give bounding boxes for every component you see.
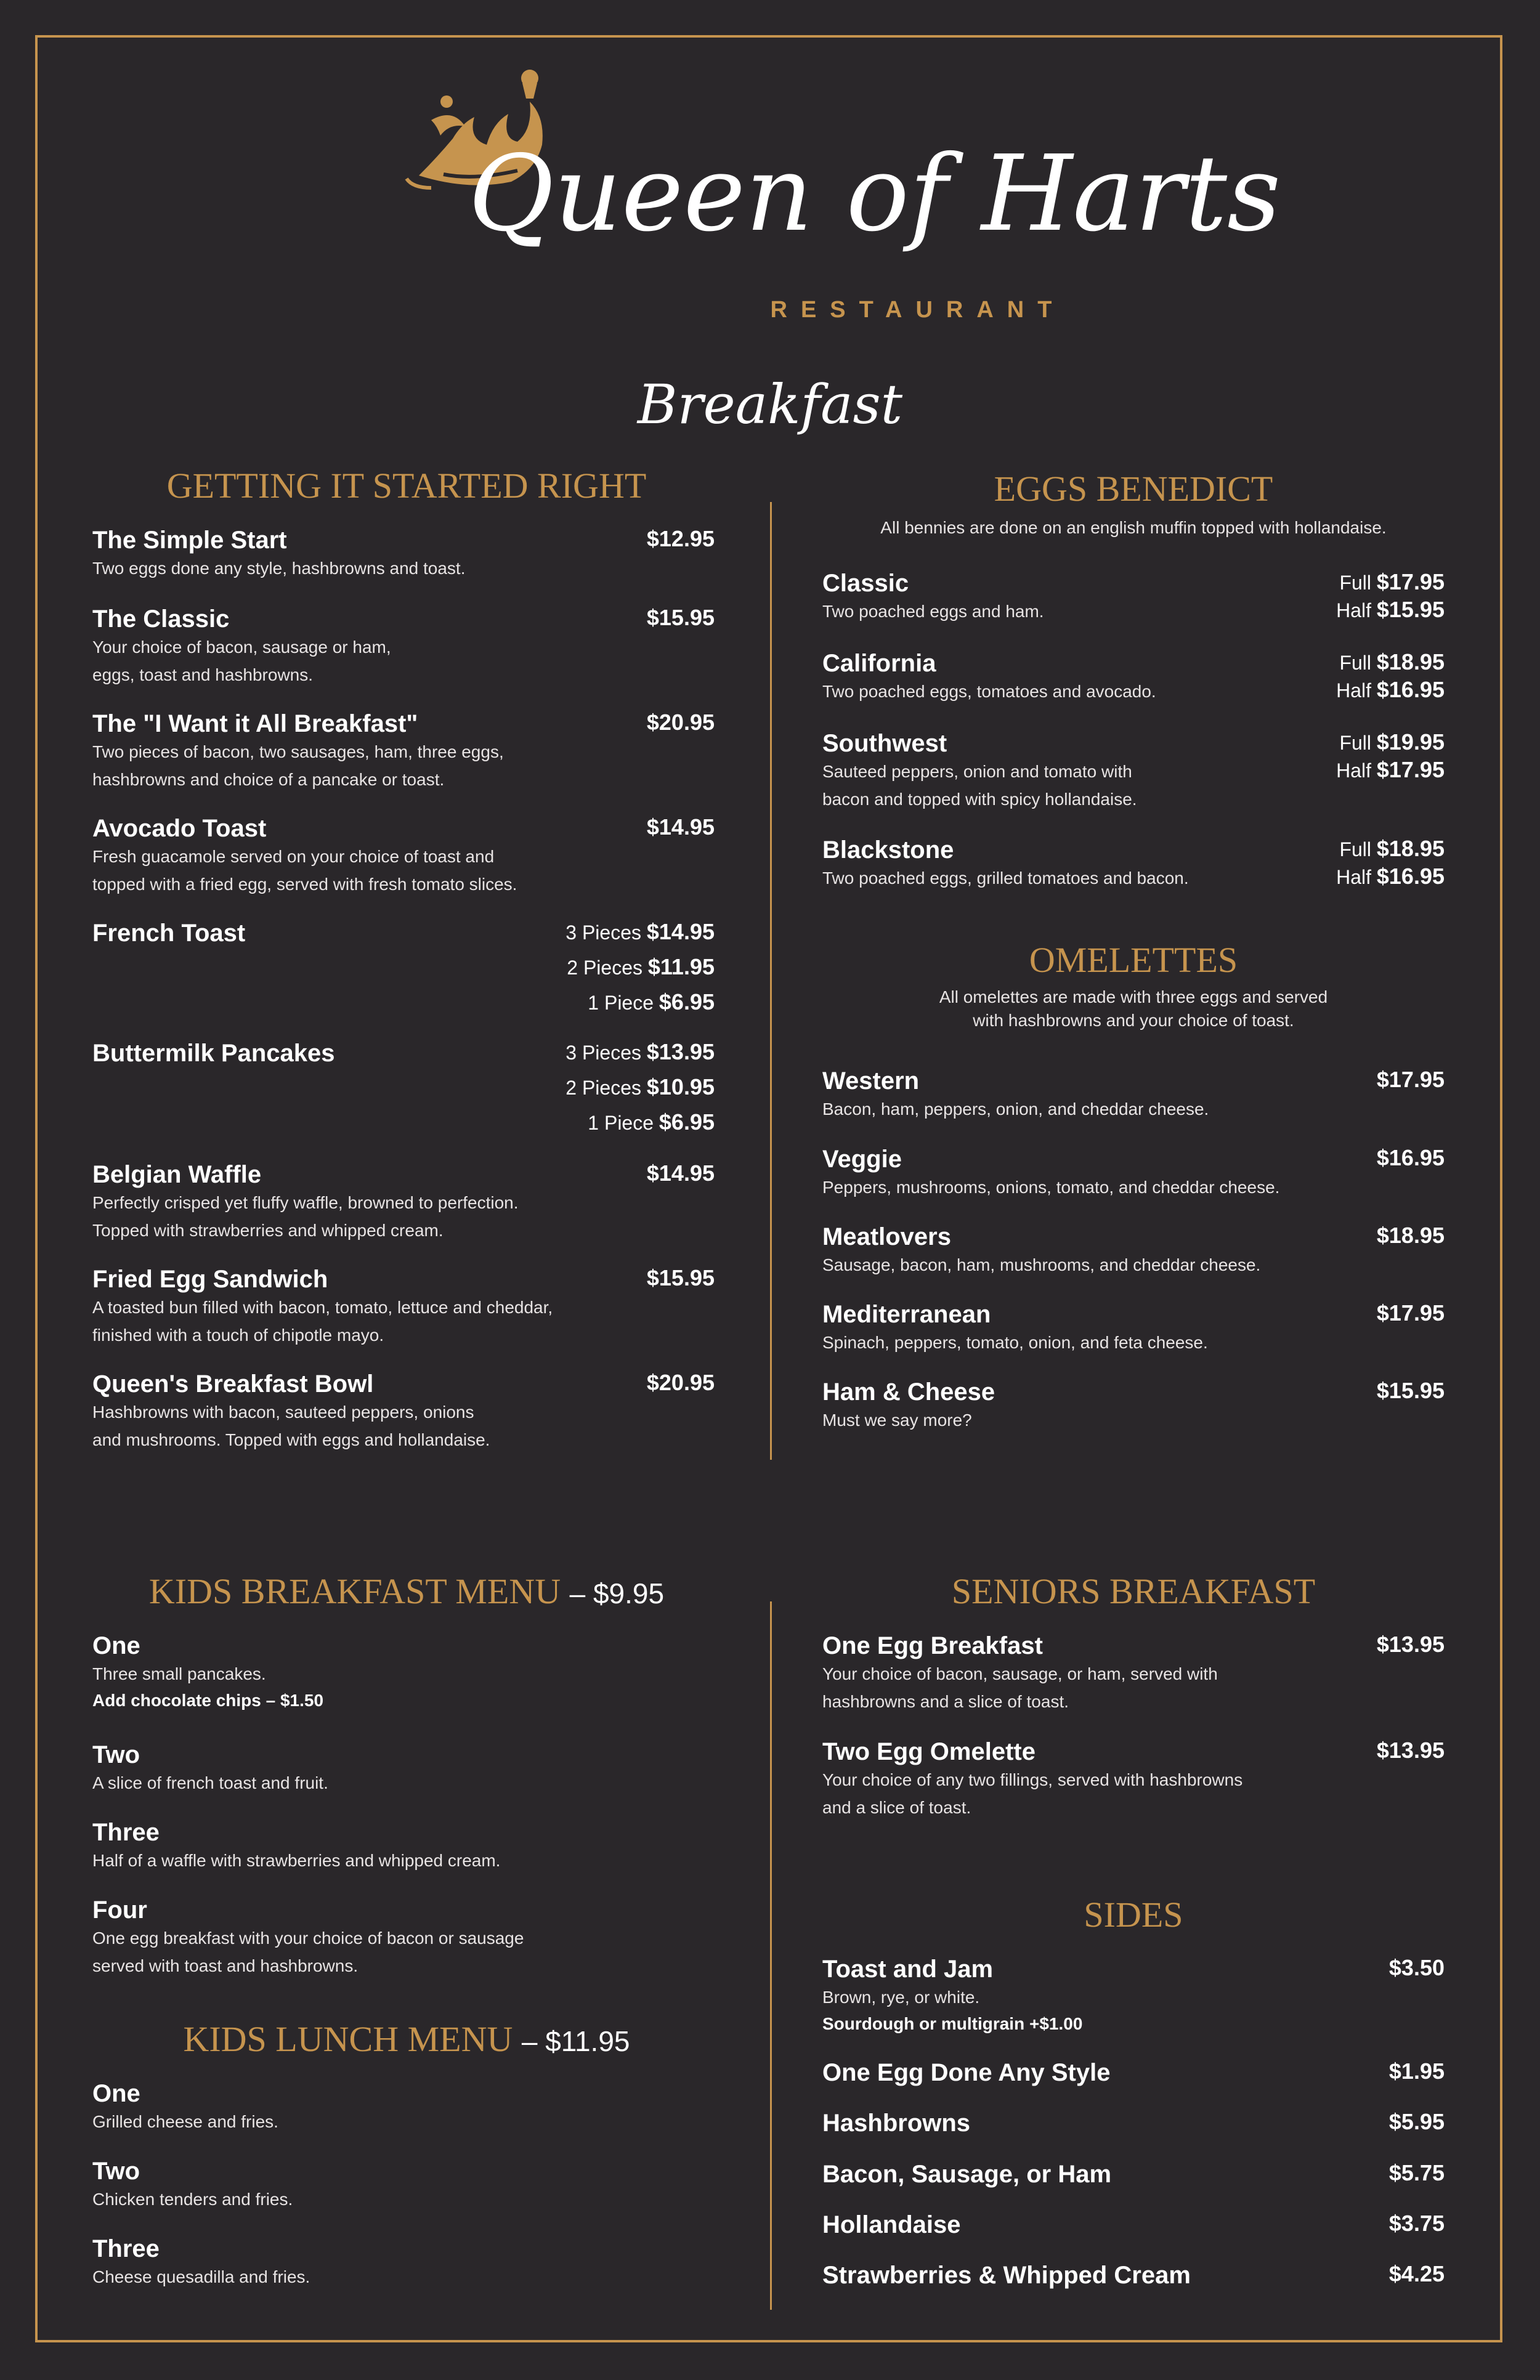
item-name: Ham & Cheese [822,1378,995,1406]
item-name: Southwest [822,730,947,757]
kids-lunch-title: KIDS LUNCH MENU [183,2019,513,2059]
tier-price: $18.95 [1376,649,1445,674]
item-description: Chicken tenders and fries. [92,2190,293,2209]
item-description: A toasted bun filled with bacon, tomato, lettuce and cheddar, finished with a touch of chipotle mayo. [92,1298,553,1345]
tier-label: 2 Pieces [567,957,642,979]
item-price: $13.95 [1376,1632,1445,1657]
tier-price: $11.95 [647,954,715,979]
item-name: Bacon, Sausage, or Ham [822,2161,1112,2188]
price-tier [1339,836,1445,861]
item-name: Western [822,1067,920,1095]
brand-logo-text: Queen of Harts [468,133,1281,255]
item-name: California [822,650,936,677]
eggs-benedict-note: All bennies are done on an english muffin topped with hollandaise. [880,518,1387,537]
item-name: One [92,2080,140,2107]
tier-label: 1 Piece [588,992,654,1014]
item-description: Two eggs done any style, hashbrowns and toast. [92,559,466,578]
tier-price: $6.95 [659,1109,715,1135]
price-tier [1339,650,1445,674]
item-price: $15.95 [646,605,715,630]
item-name: One Egg Breakfast [822,1632,1043,1659]
tier-label: Half [1336,759,1371,782]
item-price: $3.50 [1388,1955,1445,1980]
item-name: The "I Want it All Breakfast" [92,710,418,737]
tier-price: $10.95 [646,1074,715,1099]
item-description: Half of a waffle with strawberries and whipped cream. [92,1851,501,1870]
item-name: Belgian Waffle [92,1161,262,1188]
item-description: Two poached eggs, tomatoes and avocado. [822,682,1156,701]
tier-label: Half [1336,599,1371,621]
tier-label: 3 Pieces [565,921,641,944]
item-price: $17.95 [1376,1067,1445,1092]
item-name: Toast and Jam [822,1956,994,1983]
item-name: Strawberries & Whipped Cream [822,2262,1191,2289]
tier-label: Full [1339,838,1371,860]
price-tier [567,955,715,979]
tier-label: Full [1339,572,1371,594]
item-description: Bacon, ham, peppers, onion, and cheddar cheese. [822,1099,1209,1119]
item-name: Three [92,1819,160,1846]
item-name: Two [92,1741,140,1768]
price-tier [1339,730,1445,755]
item-name: Hashbrowns [822,2110,971,2137]
item-price: $13.95 [1376,1738,1445,1763]
item-name: Queen's Breakfast Bowl [92,1370,374,1398]
item-name: One Egg Done Any Style [822,2059,1111,2086]
item-price: $1.95 [1388,2058,1445,2084]
item-description: Perfectly crisped yet fluffy waffle, browned to perfection. Topped with strawberries and whipped cream. [92,1193,519,1240]
item-description: Peppers, mushrooms, onions, tomato, and cheddar cheese. [822,1178,1280,1197]
tier-price: $17.95 [1376,569,1445,594]
kids-lunch-price: – $11.95 [521,2025,630,2057]
item-name: Hollandaise [822,2211,961,2238]
item-name: Two [92,2158,140,2185]
kids-breakfast-title: KIDS BREAKFAST MENU [148,1571,561,1611]
item-price: $15.95 [1376,1378,1445,1403]
tier-label: Half [1336,866,1371,888]
item-price: $3.75 [1388,2211,1445,2236]
item-description: Grilled cheese and fries. [92,2112,278,2131]
item-price: $20.95 [646,710,715,735]
price-tier [565,1040,715,1064]
omelettes-note: All omelettes are made with three eggs and served with hashbrowns and your choice of toast. [939,987,1328,1030]
price-tier [565,920,715,944]
item-price: $20.95 [646,1370,715,1395]
item-description: Fresh guacamole served on your choice of toast and topped with a fried egg, served with fresh tomato slices. [92,847,517,894]
tier-price: $17.95 [1376,757,1445,782]
item-name: Mediterranean [822,1301,991,1328]
section-title-kids-lunch [92,2019,721,2059]
item-price: $16.95 [1376,1145,1445,1170]
section-title-getting-started: GETTING IT STARTED RIGHT [166,466,647,506]
item-name: Fried Egg Sandwich [92,1266,328,1293]
item-description: Your choice of bacon, sausage or ham, eggs, toast and hashbrowns. [92,638,391,684]
item-price: $4.25 [1388,2261,1445,2286]
item-description: Brown, rye, or white. [822,1988,980,2007]
item-description: Hashbrowns with bacon, sauteed peppers, onions and mushrooms. Topped with eggs and hollandaise. [92,1402,490,1449]
item-description: Two pieces of bacon, two sausages, ham, three eggs, hashbrowns and choice of a pancake or toast. [92,742,504,789]
column-divider-top [770,502,772,1460]
item-name: Four [92,1896,147,1924]
item-price: $5.75 [1388,2160,1445,2185]
price-tier [1336,678,1445,702]
tier-price: $6.95 [659,989,715,1014]
item-description: Spinach, peppers, tomato, onion, and feta cheese. [822,1333,1208,1352]
tier-price: $19.95 [1376,729,1445,755]
item-description: Three small pancakes. [92,1664,266,1683]
brand-subtitle: RESTAURANT [770,297,1066,323]
tier-label: Full [1339,732,1371,754]
item-price: $14.95 [646,814,715,840]
item-extra: Sourdough or multigrain +$1.00 [822,2014,1083,2033]
item-price: $18.95 [1376,1223,1445,1248]
section-title-kids-breakfast [92,1571,721,1611]
item-name: The Classic [92,605,230,633]
item-extra: Add chocolate chips – $1.50 [92,1691,324,1710]
tier-label: Full [1339,652,1371,674]
item-name: Veggie [822,1146,902,1173]
column-divider-bottom [770,1601,772,2310]
tier-price: $16.95 [1376,864,1445,889]
item-description: One egg breakfast with your choice of bacon or sausage served with toast and hashbrowns. [92,1929,524,1975]
item-price: $15.95 [646,1265,715,1290]
price-tier [588,1110,715,1135]
item-description: Two poached eggs, grilled tomatoes and bacon. [822,868,1189,888]
tier-label: 3 Pieces [565,1042,641,1064]
item-description: Sauteed peppers, onion and tomato with bacon and topped with spicy hollandaise. [822,762,1137,809]
item-description: Your choice of any two fillings, served with hashbrowns and a slice of toast. [822,1770,1243,1817]
item-name: Three [92,2235,160,2262]
item-name: One [92,1632,140,1659]
section-title-eggs-benedict: EGGS BENEDICT [994,469,1273,509]
tier-label: 2 Pieces [565,1077,641,1099]
tier-price: $13.95 [646,1039,715,1064]
tier-label: 1 Piece [588,1112,654,1134]
section-title-seniors: SENIORS BREAKFAST [951,1571,1316,1611]
item-price: $12.95 [646,526,715,551]
item-name: French Toast [92,920,246,947]
item-description: A slice of french toast and fruit. [92,1773,328,1792]
item-price: $14.95 [646,1160,715,1186]
item-description: Must we say more? [822,1411,972,1430]
item-name: The Simple Start [92,527,287,554]
item-name: Blackstone [822,836,954,864]
item-description: Two poached eggs and ham. [822,602,1044,621]
item-description: Sausage, bacon, ham, mushrooms, and cheddar cheese. [822,1255,1261,1274]
kids-breakfast-price: – $9.95 [569,1577,665,1609]
tier-price: $15.95 [1376,597,1445,622]
item-price: $5.95 [1388,2109,1445,2134]
price-tier [565,1075,715,1099]
price-tier [1339,570,1445,594]
price-tier [1336,597,1445,622]
meal-title: Breakfast [637,373,903,436]
item-description: Your choice of bacon, sausage, or ham, served with hashbrowns and a slice of toast. [822,1664,1218,1711]
tier-price: $16.95 [1376,677,1445,702]
section-title-omelettes: OMELETTES [1029,940,1238,980]
section-title-sides: SIDES [1084,1895,1183,1935]
item-name: Classic [822,570,909,597]
item-name: Two Egg Omelette [822,1738,1035,1765]
item-name: Buttermilk Pancakes [92,1040,335,1067]
price-tier [588,990,715,1014]
item-name: Meatlovers [822,1223,951,1250]
item-name: Avocado Toast [92,815,267,842]
price-tier [1336,864,1445,889]
tier-price: $18.95 [1376,836,1445,861]
tier-label: Half [1336,679,1371,702]
item-description: Cheese quesadilla and fries. [92,2267,310,2286]
price-tier [1336,758,1445,782]
tier-price: $14.95 [646,919,715,944]
item-price: $17.95 [1376,1300,1445,1326]
